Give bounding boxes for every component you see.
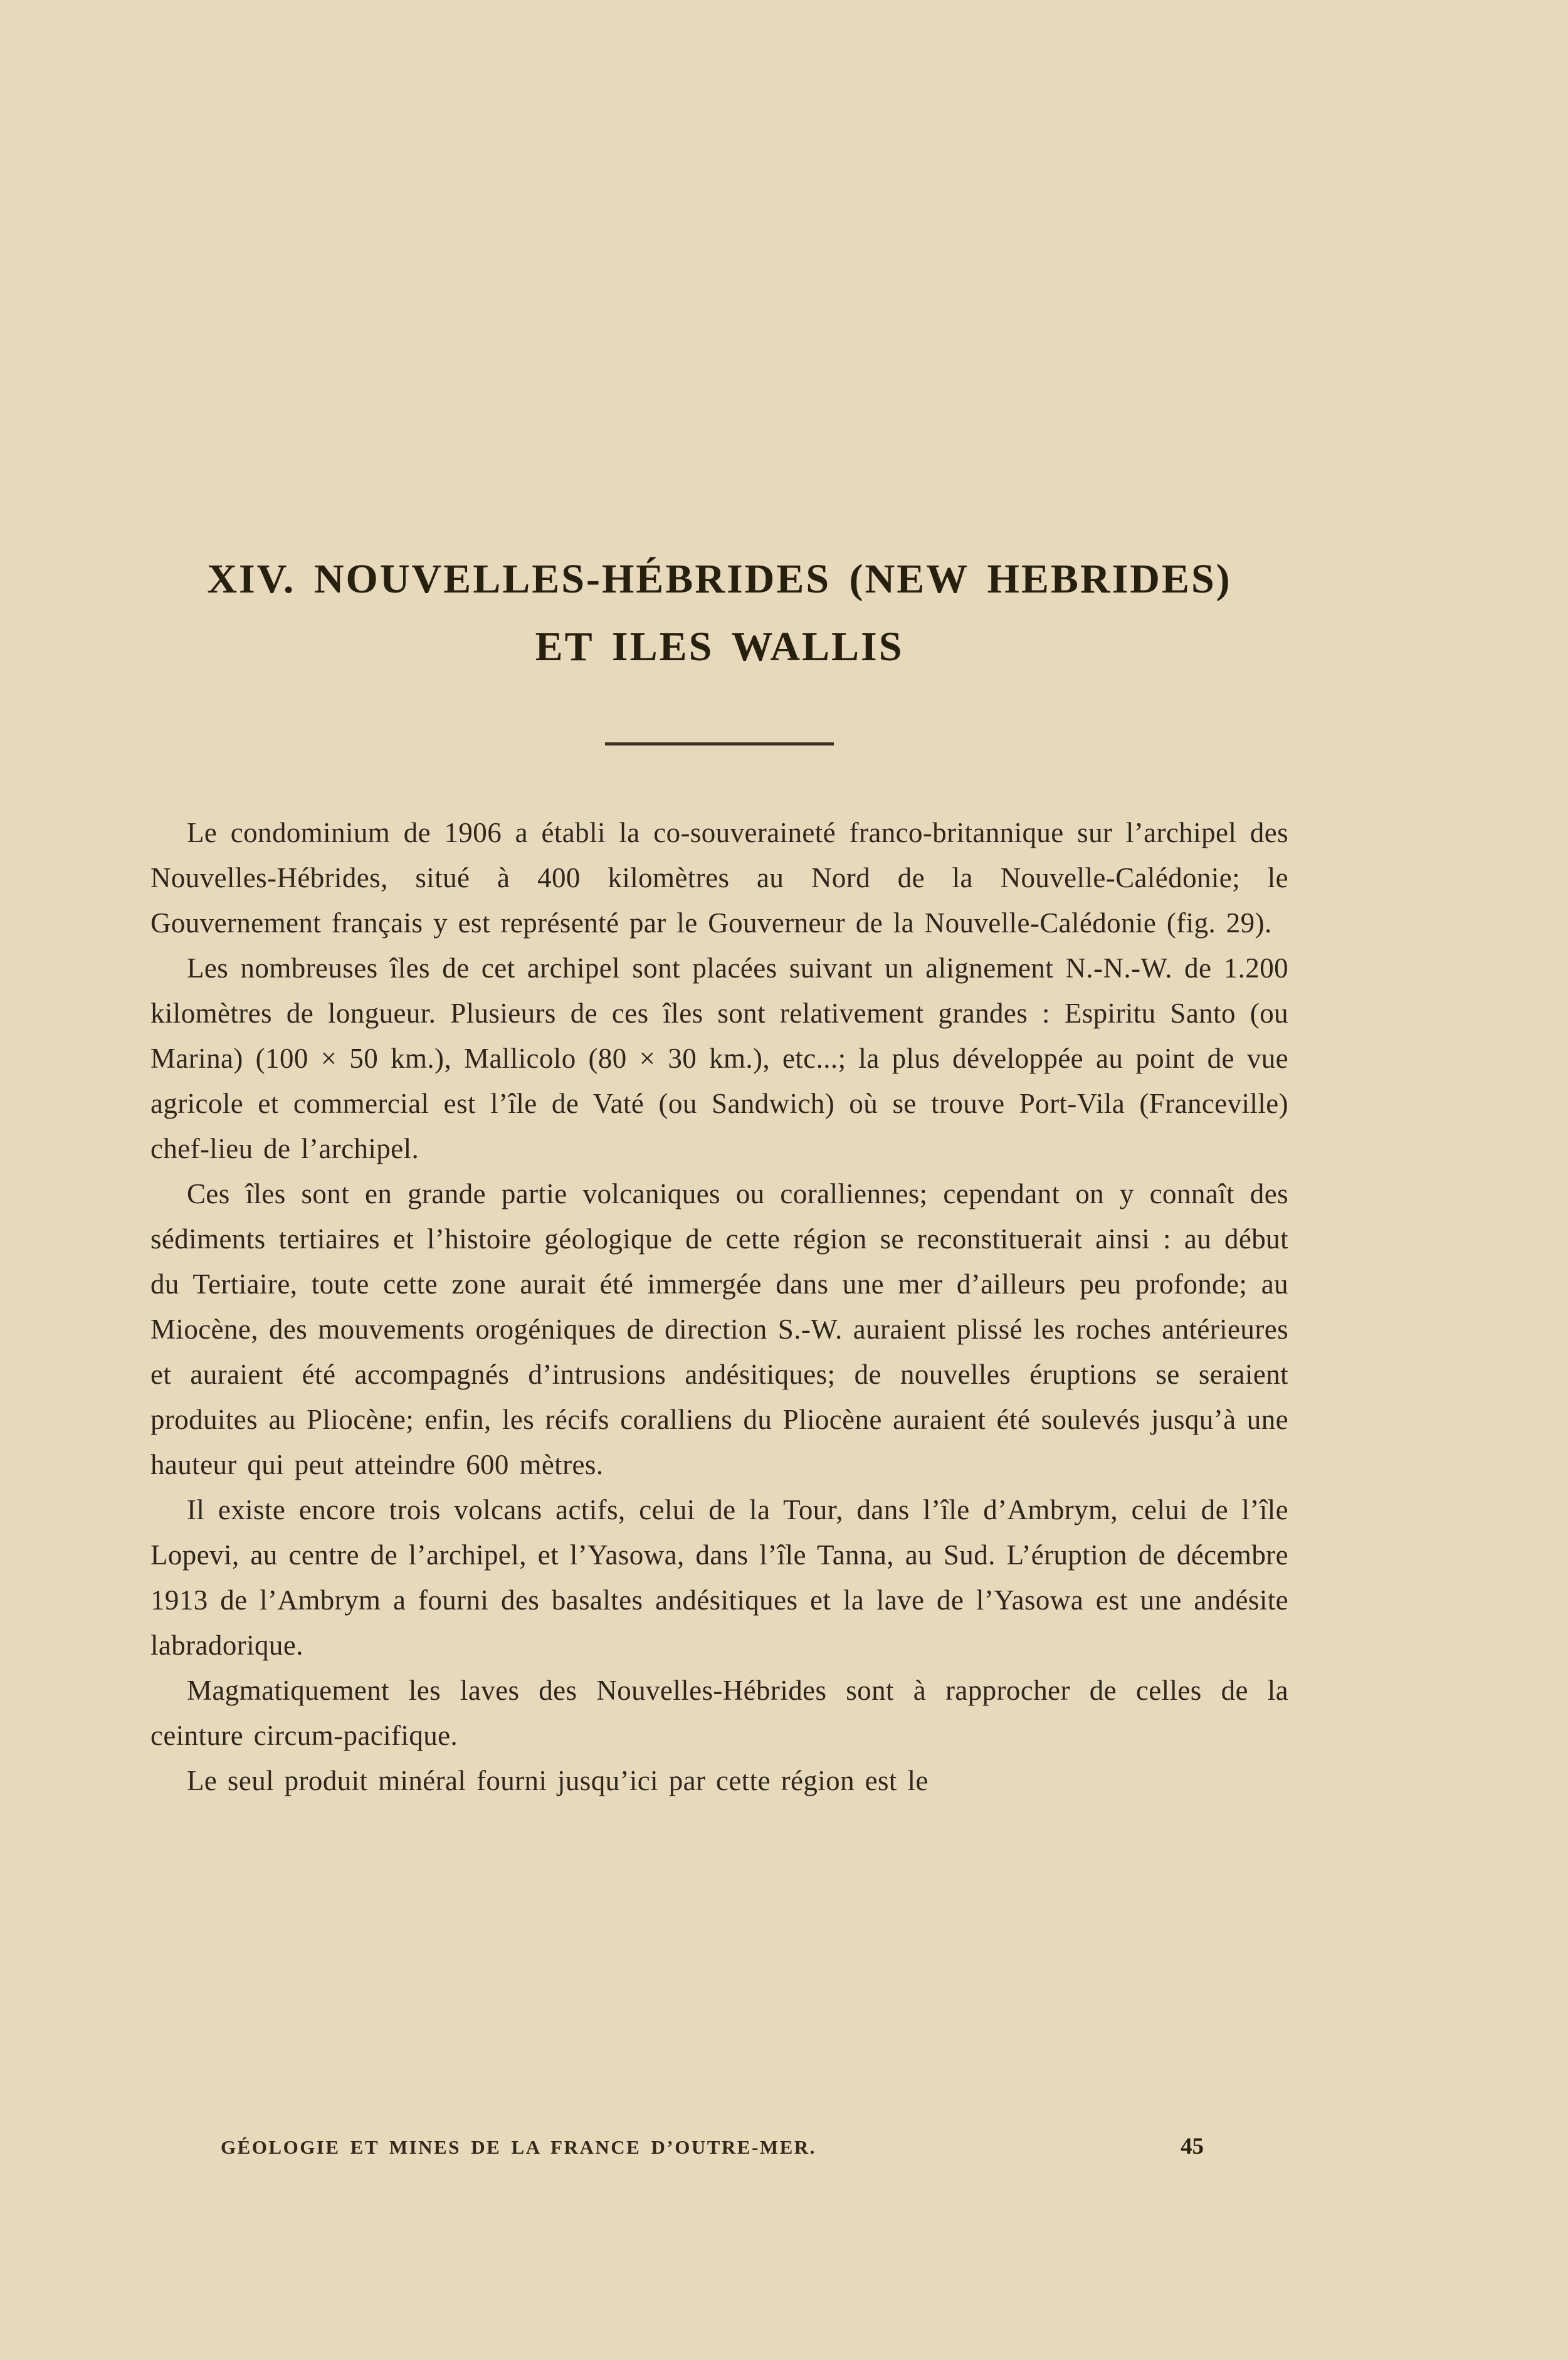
chapter-title-line1: XIV. NOUVELLES-HÉBRIDES (NEW HEBRIDES) [207,556,1232,602]
page-number: 45 [1181,2134,1204,2159]
paragraph-2: Les nombreuses îles de cet archipel sont placées suivant un alignement N.-N.-W. de 1.200 kilomètres de longueur. Plusieurs de ces îles sont relativement grandes : Espiritu Santo (ou Marina) (100 × 50 km.), Mallicolo (80 × 30 km.), etc...; la plus développée au point de vue agricole et commercial est l’île de Vaté (ou Sandwich) où se trouve Port-Vila (Franceville) chef-lieu de l’archipel. [150,952,1288,1164]
paragraph-4: Il existe encore trois volcans actifs, celui de la Tour, dans l’île d’Ambrym, celui de l’île Lopevi, au centre de l’archipel, et l’Yasowa, dans l’île Tanna, au Sud. L’éruption de décembre 1913 de l’Ambrym a fourni des basaltes andésitiques et la lave de l’Yasowa est une andésite labradorique. [150,1494,1288,1661]
body-text [150,810,1288,1803]
paragraph-3: Ces îles sont en grande partie volcaniques ou coralliennes; cependant on y connaît des sédiments tertiaires et l’histoire géologique de cette région se reconstituerait ainsi : au début du Tertiaire, toute cette zone aurait été immergée dans une mer d’ailleurs peu profonde; au Miocène, des mouvements orogéniques de direction S.-W. auraient plissé les roches antérieures et auraient été accompagnés d’intrusions andésitiques; de nouvelles éruptions se seraient produites au Pliocène; enfin, les récifs coralliens du Pliocène auraient été soulevés jusqu’à une hauteur qui peut atteindre 600 mètres. [150,1178,1288,1480]
footer-imprint: GÉOLOGIE ET MINES DE LA FRANCE D’OUTRE-MER. [221,2136,816,2158]
paragraph-6: Le seul produit minéral fourni jusqu’ici par cette région est le [187,1765,929,1796]
page-footer [150,2133,1288,2160]
chapter-title-line2: ET ILES WALLIS [535,624,904,670]
chapter-title-block [150,545,1288,745]
paragraph-5: Magmatiquement les laves des Nouvelles-Hébrides sont à rapprocher de celles de la ceinture circum-pacifique. [150,1675,1288,1751]
title-rule [605,742,834,745]
paragraph-1: Le condominium de 1906 a établi la co-souveraineté franco-britannique sur l’archipel des Nouvelles-Hébrides, situé à 400 kilomètres au Nord de la Nouvelle-Calédonie; le Gouvernement français y est représenté par le Gouverneur de la Nouvelle-Calédonie (fig. 29). [150,817,1288,939]
